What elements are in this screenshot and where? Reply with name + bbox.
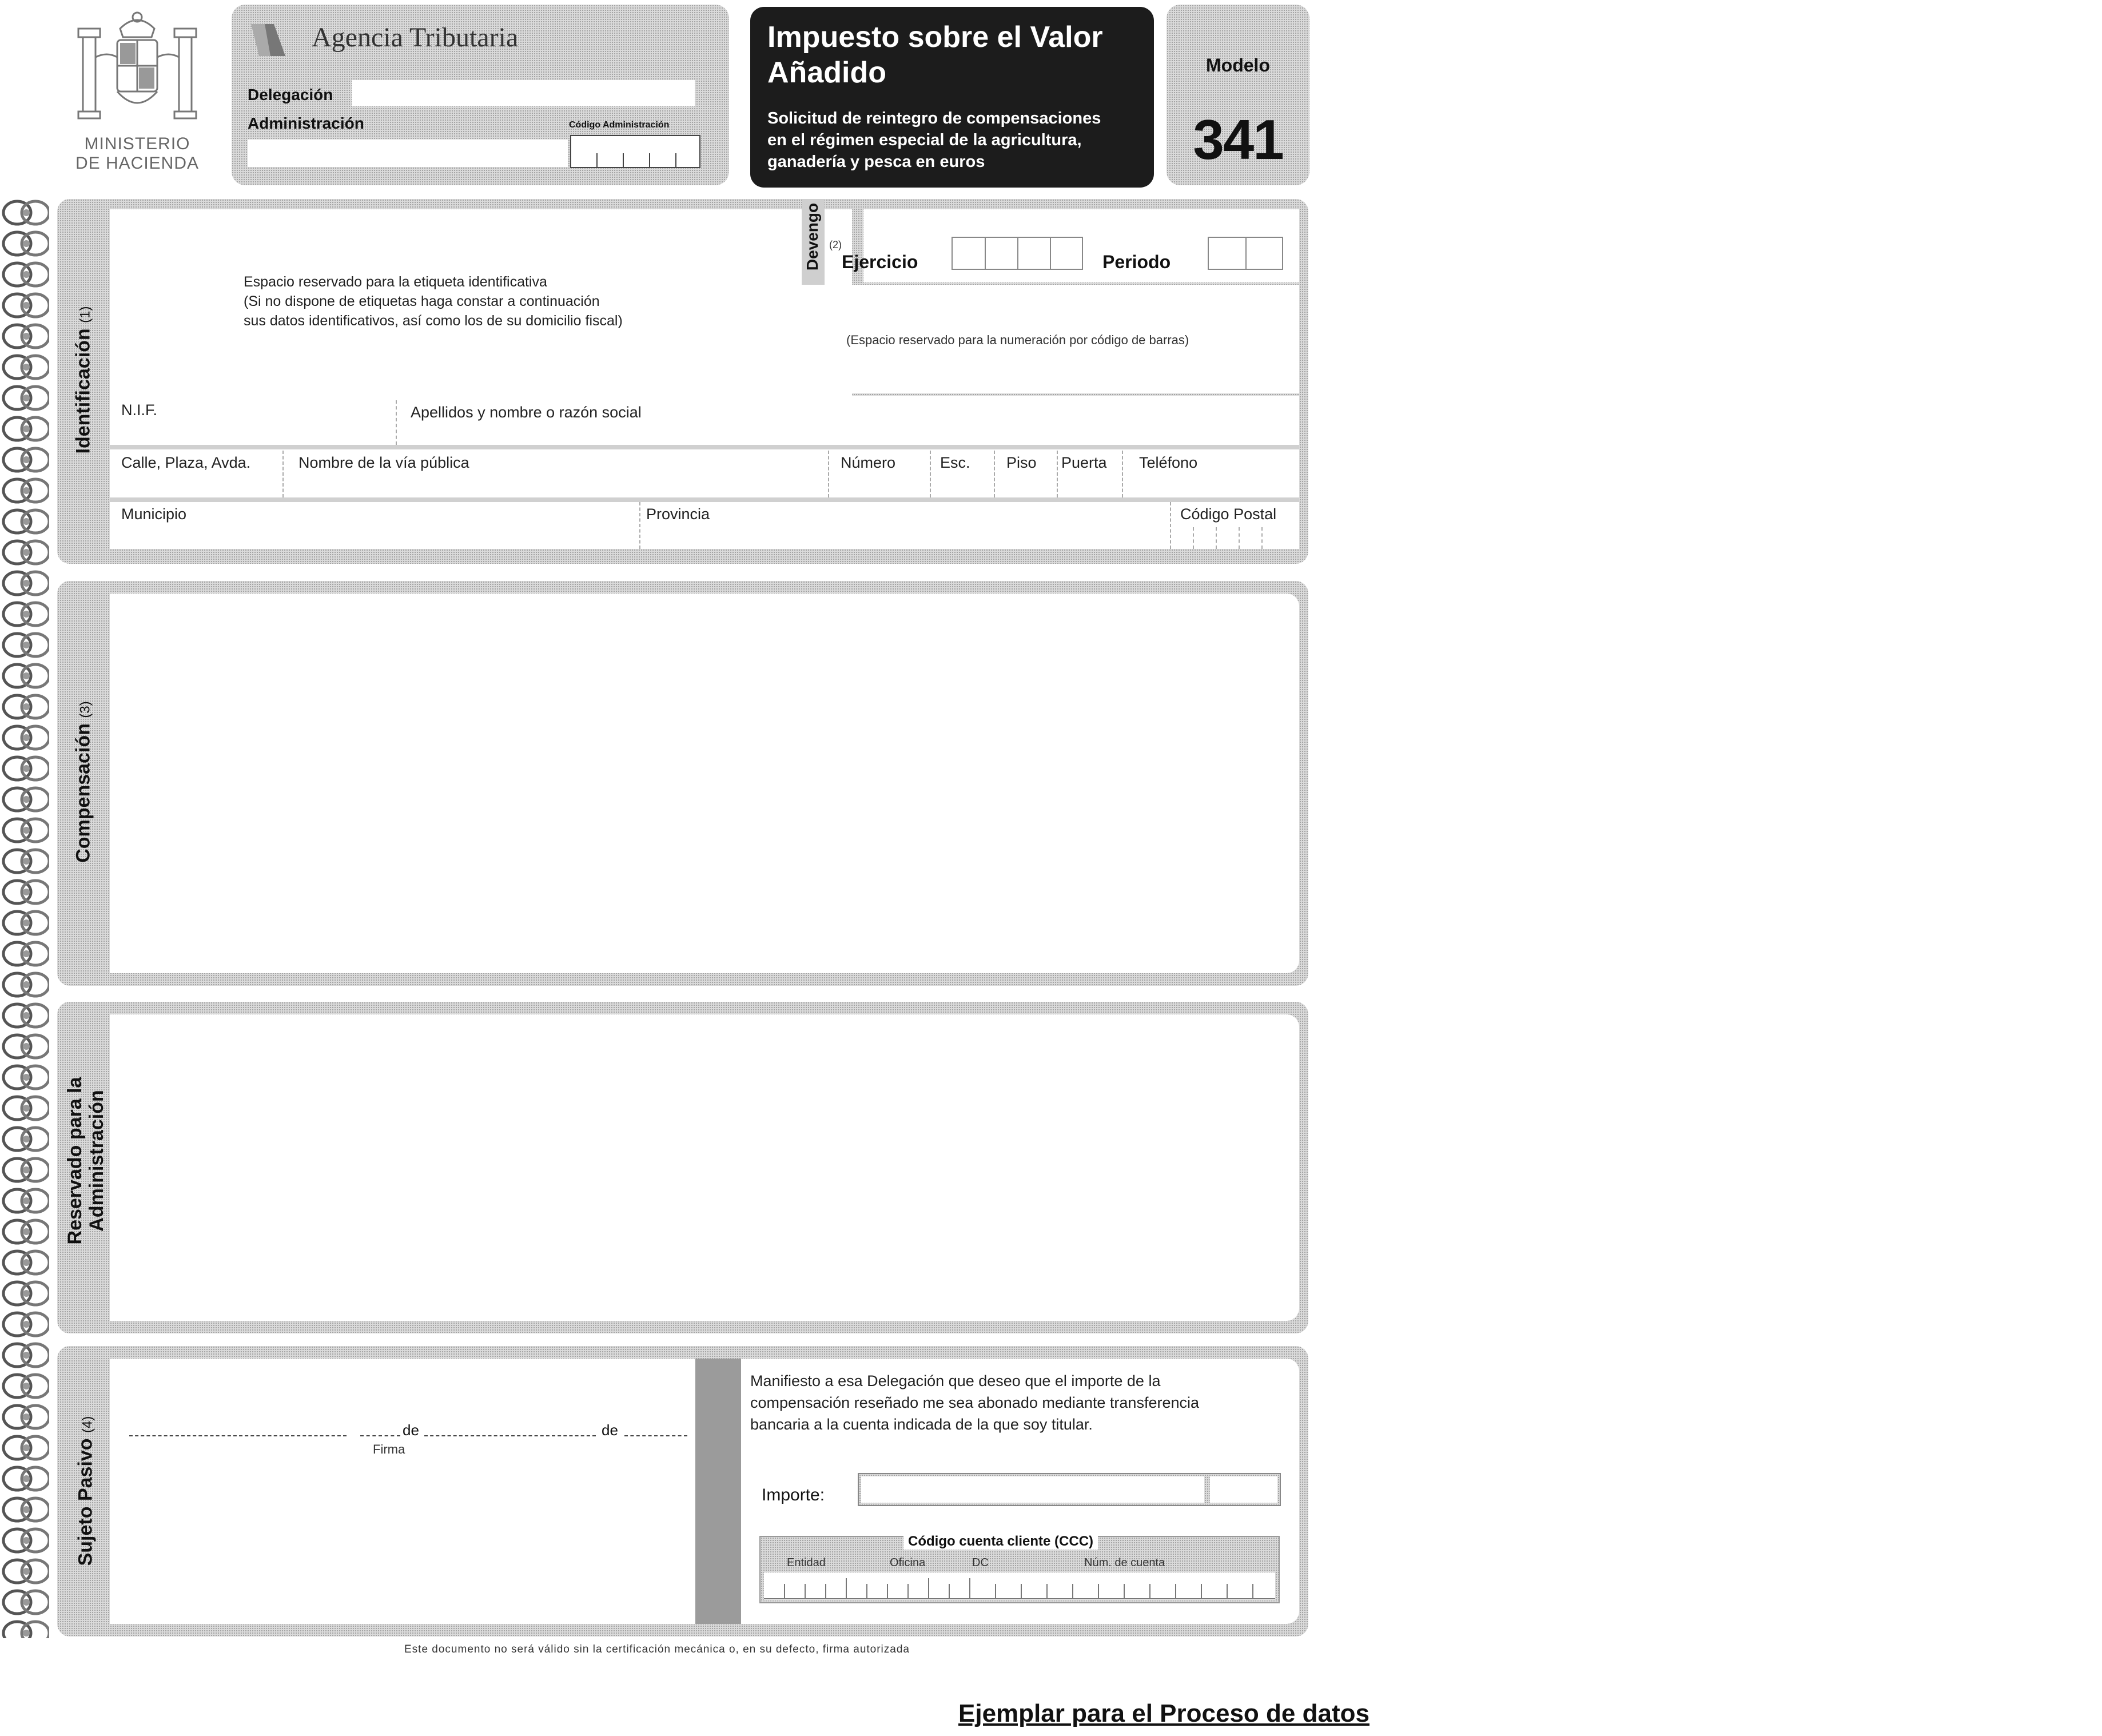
piso-label: Piso bbox=[1006, 454, 1037, 471]
cuenta-label: Núm. de cuenta bbox=[1084, 1556, 1165, 1569]
identificacion-section-label: Identificación (1) bbox=[72, 306, 94, 454]
ministry-name: MINISTERIO DE HACIENDA bbox=[75, 134, 200, 173]
barcode-space-text: (Espacio reservado para la numeración por código de barras) bbox=[846, 333, 1189, 347]
devengo-label: Devengo bbox=[803, 202, 821, 271]
administracion-label: Administración bbox=[248, 114, 364, 132]
decorative-chain-strip bbox=[0, 197, 49, 1638]
label-space-text: Espacio reservado para la etiqueta identificativa (Si no dispone de etiquetas haga constar a continuación sus datos identificativos, así como los de su domicilio fiscal) bbox=[244, 274, 623, 329]
compensacion-section-label: Compensación (3) bbox=[72, 701, 94, 863]
compensacion-field[interactable] bbox=[110, 594, 1299, 973]
delegacion-field[interactable] bbox=[352, 80, 695, 106]
nif-label: N.I.F. bbox=[121, 401, 158, 419]
ejercicio-field[interactable] bbox=[952, 237, 1083, 270]
sujeto-section-label: Sujeto Pasivo (4) bbox=[74, 1416, 97, 1566]
esc-label: Esc. bbox=[940, 454, 970, 471]
date-de-1: de bbox=[403, 1422, 419, 1439]
manifiesto-text: Manifiesto a esa Delegación que deseo que el importe de la compensación reseñado me sea abonado mediante transferencia bancaria a la cuenta indicada de la que soy titular. bbox=[750, 1372, 1200, 1433]
importe-label: Importe: bbox=[762, 1486, 825, 1504]
entidad-label: Entidad bbox=[787, 1556, 826, 1569]
validity-note: Este documento no será válido sin la certificación mecánica o, en su defecto, firma autorizada bbox=[404, 1643, 910, 1655]
tax-title: Impuesto sobre el Valor Añadido bbox=[767, 21, 1103, 89]
numero-label: Número bbox=[841, 454, 896, 471]
ministry-logo bbox=[60, 6, 214, 177]
nif-field[interactable] bbox=[110, 396, 1299, 549]
devengo-note: (2) bbox=[829, 239, 842, 250]
agency-logo-icon bbox=[248, 18, 289, 59]
periodo-label: Periodo bbox=[1102, 252, 1171, 272]
puerta-label: Puerta bbox=[1061, 454, 1107, 471]
reservado-section-label: Reservado para la Administración bbox=[64, 1077, 108, 1245]
periodo-field[interactable] bbox=[1208, 237, 1283, 270]
agency-name: Agencia Tributaria bbox=[312, 22, 519, 53]
delegacion-label: Delegación bbox=[248, 86, 333, 103]
reservado-field bbox=[110, 1014, 1299, 1321]
telefono-label: Teléfono bbox=[1139, 454, 1198, 471]
sujeto-section bbox=[57, 1346, 1308, 1637]
cp-field[interactable] bbox=[1170, 527, 1284, 549]
firma-label: Firma bbox=[373, 1442, 405, 1456]
compensacion-section bbox=[57, 581, 1308, 986]
dc-label: DC bbox=[972, 1556, 989, 1569]
date-de-2: de bbox=[602, 1422, 618, 1439]
tax-subtitle: Solicitud de reintegro de compensaciones en el régimen especial de la agricultura, ganadería y pesca en euros bbox=[767, 109, 1101, 171]
municipio-label: Municipio bbox=[121, 505, 187, 523]
identificacion-section bbox=[57, 199, 1308, 564]
calle-label: Calle, Plaza, Avda. bbox=[121, 454, 251, 471]
agency-header-box bbox=[232, 5, 729, 185]
modelo-number: 341 bbox=[1193, 108, 1283, 171]
cp-label: Código Postal bbox=[1180, 505, 1277, 523]
via-label: Nombre de la vía pública bbox=[298, 454, 469, 471]
name-label: Apellidos y nombre o razón social bbox=[411, 404, 642, 421]
codigo-admin-field[interactable] bbox=[570, 135, 700, 168]
codigo-admin-label: Código Administración bbox=[569, 120, 670, 130]
reservado-section bbox=[57, 1002, 1308, 1333]
modelo-box bbox=[1167, 5, 1309, 185]
importe-field[interactable] bbox=[858, 1473, 1281, 1506]
firma-area bbox=[110, 1359, 741, 1624]
tax-title-box bbox=[750, 7, 1154, 188]
administracion-field[interactable] bbox=[248, 140, 568, 167]
ccc-label: Código cuenta cliente (CCC) bbox=[903, 1534, 1098, 1550]
ejercicio-label: Ejercicio bbox=[842, 252, 918, 272]
oficina-label: Oficina bbox=[890, 1556, 926, 1569]
coat-of-arms-icon bbox=[60, 6, 214, 132]
firma-line[interactable] bbox=[129, 1419, 733, 1442]
provincia-label: Provincia bbox=[646, 505, 710, 523]
copy-label: Ejemplar para el Proceso de datos bbox=[958, 1699, 1370, 1727]
modelo-label: Modelo bbox=[1206, 55, 1270, 75]
ccc-digits[interactable] bbox=[764, 1572, 1275, 1600]
